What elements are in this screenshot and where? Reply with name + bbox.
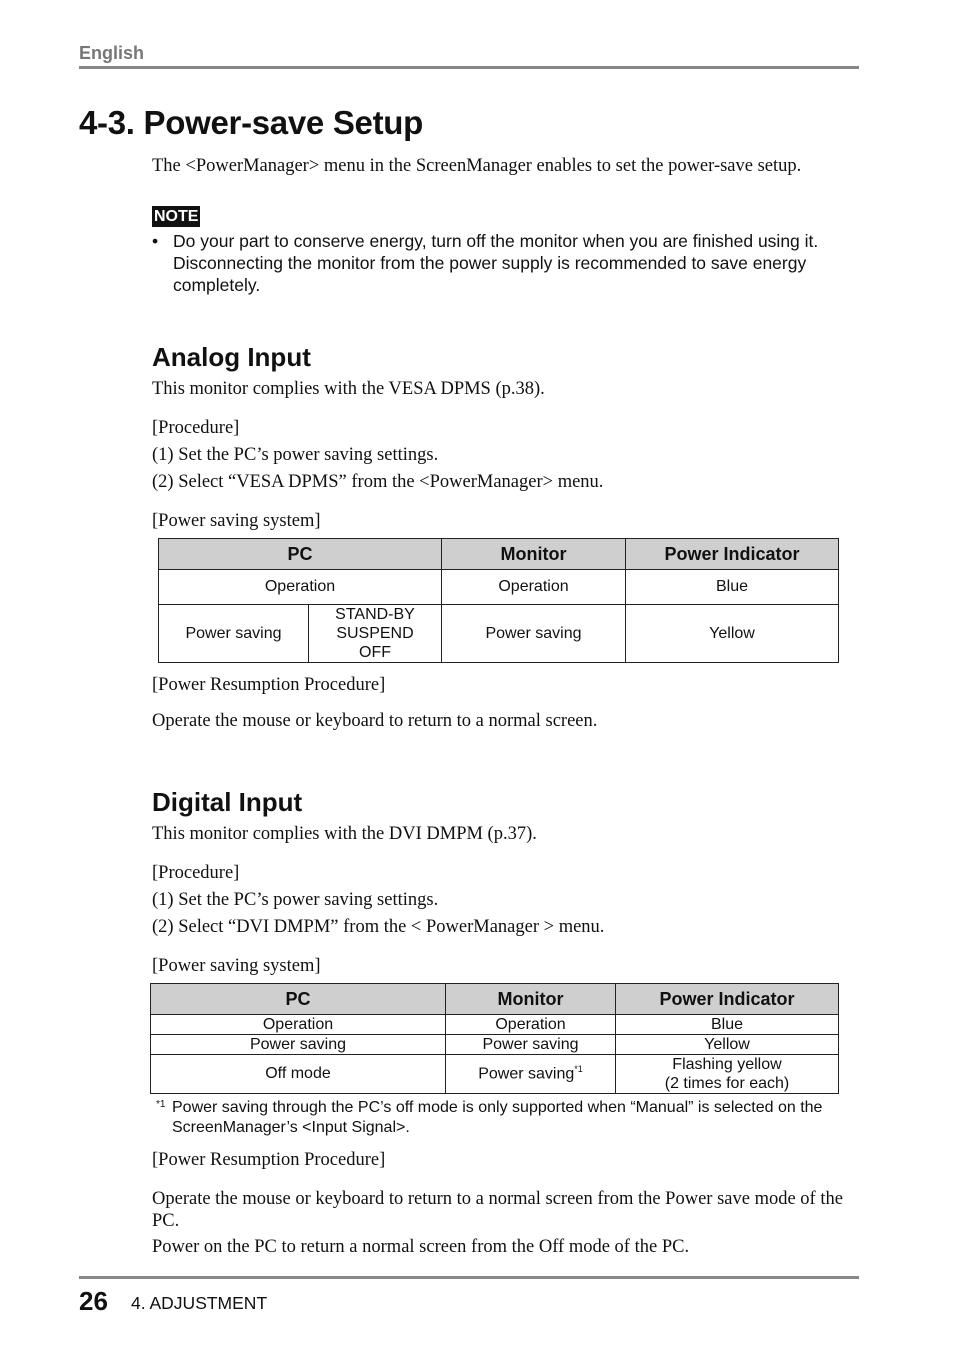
analog-step-2: (2) Select “VESA DPMS” from the <PowerManager> menu. (152, 472, 604, 492)
analog-system-label: [Power saving system] (152, 511, 321, 531)
footnote-mark: *1 (156, 1099, 166, 1110)
table-row (151, 1035, 839, 1055)
note-bullet: • (152, 231, 159, 251)
digital-header-pc: PC (151, 984, 446, 1015)
note-badge: NOTE (154, 208, 199, 225)
analog-header-pc: PC (159, 539, 442, 570)
digital-compliance: This monitor complies with the DVI DMPM (p.37). (152, 824, 537, 844)
indicator-line-1: Flashing yellow (672, 1056, 782, 1073)
analog-compliance: This monitor complies with the VESA DPMS (p.38). (152, 379, 545, 399)
analog-cell-modes (309, 605, 442, 663)
analog-cell-monitor: Operation (442, 570, 626, 605)
digital-header-monitor: Monitor (446, 984, 616, 1015)
digital-resumption-label: [Power Resumption Procedure] (152, 1150, 386, 1170)
chapter-label: 4. ADJUSTMENT (131, 1293, 268, 1313)
analog-cell-indicator: Yellow (626, 605, 839, 663)
digital-cell-monitor (446, 1055, 616, 1094)
analog-heading: Analog Input (152, 342, 311, 372)
digital-resumption-text-2: Power on the PC to return a normal screen from the Off mode of the PC. (152, 1237, 690, 1257)
analog-procedure-label: [Procedure] (152, 418, 240, 438)
digital-heading: Digital Input (152, 787, 303, 817)
analog-header-monitor: Monitor (442, 539, 626, 570)
footnote-text: Power saving through the PC’s off mode is only supported when “Manual” is selected on the ScreenManager’s <Input Signal>. (172, 1099, 823, 1136)
digital-cell-indicator (616, 1055, 839, 1094)
analog-cell-monitor: Power saving (442, 605, 626, 663)
digital-cell-indicator: Blue (616, 1015, 839, 1035)
digital-power-table (150, 983, 839, 1094)
page-title: 4-3. Power-save Setup (79, 104, 424, 141)
digital-step-2: (2) Select “DVI DMPM” from the < PowerManager > menu. (152, 917, 605, 937)
digital-step-1: (1) Set the PC’s power saving settings. (152, 890, 439, 910)
analog-power-table (158, 538, 839, 663)
digital-system-label: [Power saving system] (152, 956, 321, 976)
digital-cell-monitor: Operation (446, 1015, 616, 1035)
table-row (159, 605, 839, 663)
page-number: 26 (79, 1286, 108, 1316)
indicator-line-2: (2 times for each) (664, 1075, 790, 1092)
language-label: English (79, 43, 145, 63)
top-rule (79, 66, 859, 69)
digital-cell-pc: Power saving (151, 1035, 446, 1055)
digital-cell-monitor: Power saving (446, 1035, 616, 1055)
intro-text: The <PowerManager> menu in the ScreenManager enables to set the power-save setup. (152, 156, 802, 176)
table-row (151, 1015, 839, 1035)
mode-off: OFF (359, 644, 391, 661)
digital-cell-pc: Operation (151, 1015, 446, 1035)
footnote-ref: *1 (574, 1064, 583, 1075)
table-row (159, 570, 839, 605)
mode-suspend: SUSPEND (336, 625, 414, 642)
monitor-value: Power saving (478, 1065, 575, 1083)
digital-resumption-text-1: Operate the mouse or keyboard to return to a normal screen from the Power save mode of the PC. (152, 1189, 843, 1231)
analog-header-indicator: Power Indicator (626, 539, 839, 570)
digital-procedure-label: [Procedure] (152, 863, 240, 883)
analog-resumption-text: Operate the mouse or keyboard to return to a normal screen. (152, 711, 598, 731)
digital-header-indicator: Power Indicator (616, 984, 839, 1015)
digital-cell-indicator: Yellow (616, 1035, 839, 1055)
analog-cell-pc: Operation (159, 570, 442, 605)
digital-cell-pc: Off mode (151, 1055, 446, 1094)
mode-standby: STAND-BY (335, 606, 415, 623)
note-text: Do your part to conserve energy, turn off the monitor when you are finished using it. Disconnecting the monitor from the power supply is recommended to save energy completely. (173, 231, 819, 295)
bottom-rule (79, 1276, 859, 1279)
analog-resumption-label: [Power Resumption Procedure] (152, 675, 386, 695)
table-row (151, 1055, 839, 1094)
analog-cell-indicator: Blue (626, 570, 839, 605)
analog-step-1: (1) Set the PC’s power saving settings. (152, 445, 439, 465)
analog-cell-pc: Power saving (159, 605, 309, 663)
